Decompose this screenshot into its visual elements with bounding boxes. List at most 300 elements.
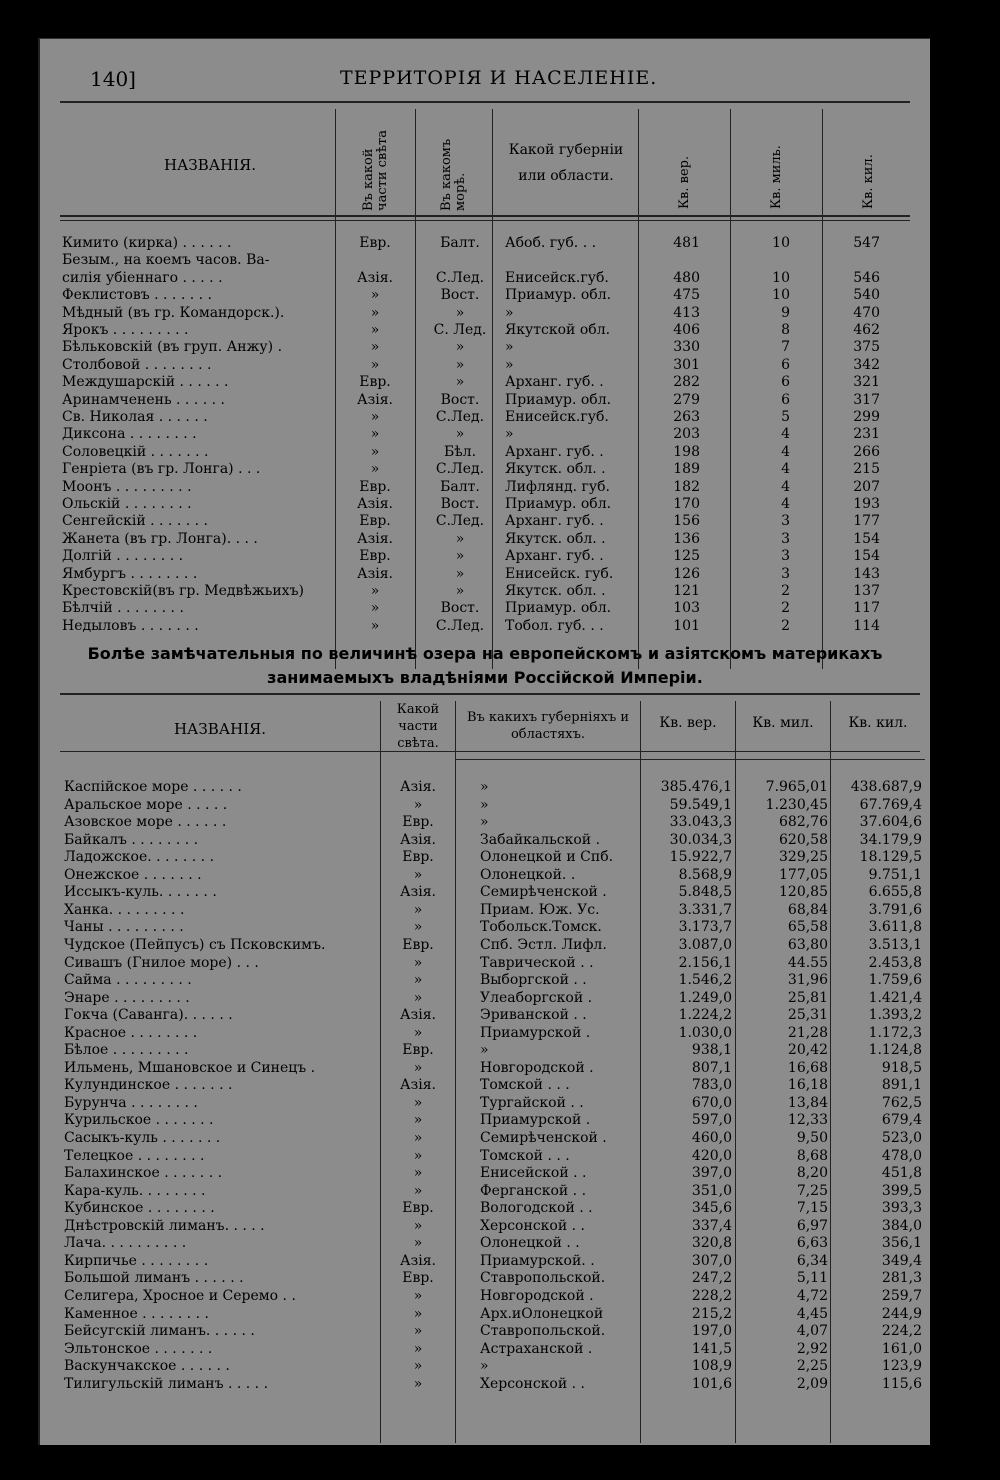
cell-sq-miles: 5,11 bbox=[796, 1270, 828, 1287]
cell-part-of-world: » bbox=[413, 1094, 423, 1111]
cell-sq-versts: 121 bbox=[673, 583, 700, 599]
cell-sq-versts: 136 bbox=[673, 530, 700, 547]
table-row bbox=[40, 1253, 930, 1271]
cell-sq-miles: 8,68 bbox=[796, 1147, 828, 1164]
cell-part-of-world: » bbox=[413, 901, 423, 918]
table-row bbox=[40, 1095, 930, 1113]
header-bottom-rule bbox=[60, 220, 910, 221]
table-row bbox=[40, 1007, 930, 1025]
cell-sq-km: 317 bbox=[853, 391, 880, 408]
cell-name: Чудское (Пейпусъ) съ Псковскимъ. bbox=[64, 936, 326, 953]
cell-sq-km: 393,3 bbox=[881, 1200, 922, 1217]
table-row bbox=[40, 235, 930, 252]
cell-part-of-world: » bbox=[413, 1182, 423, 1199]
cell-sq-km: 438.687,9 bbox=[850, 779, 922, 795]
cell-part-of-world: Евр. bbox=[402, 849, 434, 866]
cell-sq-versts: 397,0 bbox=[691, 1165, 732, 1182]
cell-province: Приамурской. . bbox=[480, 1252, 595, 1269]
cell-province: Приам. Юж. Ус. bbox=[480, 901, 600, 918]
cell-sea: » bbox=[455, 426, 465, 443]
cell-province: » bbox=[480, 796, 489, 813]
cell-name: Лача. . . . . . . . . . bbox=[64, 1235, 187, 1252]
lakes-header-part: Какой части свѣта. bbox=[396, 702, 440, 751]
table-row bbox=[40, 270, 930, 287]
cell-sq-km: 546 bbox=[853, 269, 880, 286]
cell-province: Приамурской . bbox=[480, 1112, 591, 1129]
cell-province: Енисейск. губ. bbox=[505, 565, 614, 582]
cell-sq-versts: 103 bbox=[673, 600, 700, 617]
cell-sq-versts: 141,5 bbox=[691, 1340, 732, 1357]
lakes-header-v2: Кв. мил. bbox=[752, 715, 814, 731]
table-row bbox=[40, 305, 930, 322]
cell-sq-versts: 807,1 bbox=[691, 1059, 732, 1076]
cell-sq-versts: 670,0 bbox=[691, 1094, 732, 1111]
cell-name: Ямбургъ . . . . . . . . bbox=[62, 565, 198, 582]
cell-sq-miles: 12,33 bbox=[787, 1112, 828, 1129]
cell-sq-miles: 10 bbox=[772, 235, 790, 251]
cell-part-of-world: » bbox=[413, 954, 423, 971]
cell-sq-miles: 16,18 bbox=[787, 1077, 828, 1094]
cell-sq-km: 266 bbox=[853, 443, 880, 460]
cell-sq-versts: 279 bbox=[673, 391, 700, 408]
cell-name: Ильмень, Мшановское и Синецъ . bbox=[64, 1059, 316, 1076]
cell-part-of-world: » bbox=[370, 443, 380, 460]
cell-name: Васкунчакское . . . . . . bbox=[64, 1358, 230, 1375]
cell-part-of-world: » bbox=[370, 426, 380, 443]
table-row bbox=[40, 513, 930, 530]
cell-part-of-world: Евр. bbox=[402, 1042, 434, 1059]
cell-province: » bbox=[480, 779, 489, 795]
table-row bbox=[40, 955, 930, 973]
cell-sq-miles: 7,25 bbox=[796, 1182, 828, 1199]
cell-sq-km: 679,4 bbox=[881, 1112, 922, 1129]
cell-sq-versts: 101 bbox=[673, 617, 700, 634]
cell-province: Арханг. губ. . bbox=[505, 513, 604, 530]
cell-part-of-world: Евр. bbox=[359, 513, 391, 530]
cell-sq-km: 193 bbox=[853, 496, 880, 512]
cell-province: Семирѣченской . bbox=[480, 1130, 607, 1146]
cell-name: Красное . . . . . . . . bbox=[64, 1024, 198, 1041]
table-row bbox=[40, 339, 930, 356]
cell-part-of-world: » bbox=[370, 287, 380, 304]
cell-part-of-world: Евр. bbox=[402, 936, 434, 953]
cell-part-of-world: » bbox=[413, 1147, 423, 1164]
cell-sq-versts: 198 bbox=[673, 443, 700, 460]
cell-sea: » bbox=[455, 304, 465, 321]
cell-sq-km: 470 bbox=[853, 304, 880, 321]
cell-name: Генріета (въ гр. Лонга) . . . bbox=[62, 461, 261, 478]
cell-sq-versts: 1.249,0 bbox=[678, 989, 732, 1006]
cell-name: Телецкое . . . . . . . . bbox=[64, 1147, 205, 1164]
cell-sq-km: 9.751,1 bbox=[868, 866, 922, 883]
cell-name: Бурунча . . . . . . . . bbox=[64, 1094, 198, 1111]
cell-sq-miles: 20,42 bbox=[787, 1042, 828, 1059]
cell-sq-km: 154 bbox=[853, 530, 880, 547]
cell-sq-versts: 282 bbox=[673, 374, 700, 391]
cell-sq-versts: 460,0 bbox=[691, 1130, 732, 1146]
table-row bbox=[40, 1077, 930, 1095]
cell-sq-km: 207 bbox=[853, 478, 880, 495]
cell-sq-km: 3.791,6 bbox=[868, 901, 922, 918]
table-row bbox=[40, 287, 930, 304]
cell-sq-versts: 215,2 bbox=[691, 1305, 732, 1322]
cell-sq-versts: 3.331,7 bbox=[678, 901, 732, 918]
cell-sq-km: 18.129,5 bbox=[859, 849, 922, 866]
cell-part-of-world: » bbox=[413, 972, 423, 989]
cell-sea: » bbox=[455, 565, 465, 582]
cell-sq-km: 161,0 bbox=[881, 1340, 922, 1357]
cell-part-of-world: » bbox=[370, 600, 380, 617]
cell-sq-miles: 2,25 bbox=[796, 1358, 828, 1375]
cell-province: » bbox=[480, 1358, 489, 1375]
cell-part-of-world: Азія. bbox=[400, 884, 436, 901]
cell-province: Новгородской . bbox=[480, 1287, 594, 1304]
cell-sq-km: 1.421,4 bbox=[868, 989, 922, 1006]
cell-name: Кубинское . . . . . . . . bbox=[64, 1200, 215, 1217]
cell-name: Бѣльковскій (въ груп. Анжу) . bbox=[62, 339, 283, 356]
cell-sq-versts: 1.224,2 bbox=[678, 1007, 732, 1024]
cell-sea: Вост. bbox=[440, 391, 480, 408]
cell-name: Св. Николая . . . . . . bbox=[62, 409, 208, 425]
cell-name: Кирпичье . . . . . . . . bbox=[64, 1252, 209, 1269]
cell-sq-versts: 406 bbox=[673, 322, 700, 338]
cell-part-of-world: Азія. bbox=[357, 530, 393, 547]
cell-name: Тилигульскій лиманъ . . . . . bbox=[64, 1375, 269, 1392]
table-row bbox=[40, 1341, 930, 1359]
table-row bbox=[40, 1270, 930, 1288]
cell-province: Новгородской . bbox=[480, 1059, 594, 1076]
cell-sq-versts: 30.034,3 bbox=[669, 831, 732, 848]
cell-sq-versts: 385.476,1 bbox=[660, 779, 732, 795]
cell-part-of-world: » bbox=[413, 919, 423, 936]
cell-sq-miles: 682,76 bbox=[779, 814, 828, 831]
cell-sq-km: 1.124,8 bbox=[868, 1042, 922, 1059]
cell-sq-miles: 21,28 bbox=[787, 1024, 828, 1041]
cell-sq-versts: 480 bbox=[673, 269, 700, 286]
cell-province: Енисейской . . bbox=[480, 1165, 587, 1182]
cell-part-of-world: » bbox=[413, 1217, 423, 1234]
cell-sea: С.Лед. bbox=[435, 409, 485, 425]
cell-sq-km: 215 bbox=[853, 461, 880, 478]
cell-sq-km: 1.393,2 bbox=[868, 1007, 922, 1024]
cell-sq-miles: 16,68 bbox=[787, 1059, 828, 1076]
cell-sq-versts: 3.087,0 bbox=[678, 936, 732, 953]
cell-name: Сайма . . . . . . . . . bbox=[64, 972, 192, 989]
cell-sq-miles: 6,97 bbox=[796, 1217, 828, 1234]
table-row bbox=[40, 496, 930, 513]
cell-sq-versts: 2.156,1 bbox=[678, 954, 732, 971]
table-row bbox=[40, 357, 930, 374]
cell-sq-km: 540 bbox=[853, 287, 880, 304]
cell-part-of-world: Евр. bbox=[402, 1200, 434, 1217]
table-row bbox=[40, 1112, 930, 1130]
cell-sq-versts: 182 bbox=[673, 478, 700, 495]
cell-part-of-world: » bbox=[370, 304, 380, 321]
cell-part-of-world: Азія. bbox=[400, 1077, 436, 1094]
cell-name: Эльтонское . . . . . . . bbox=[64, 1340, 213, 1357]
cell-sq-versts: 203 bbox=[673, 426, 700, 443]
cell-part-of-world: » bbox=[370, 339, 380, 356]
cell-sq-miles: 4,45 bbox=[796, 1305, 828, 1322]
cell-province: Томской . . . bbox=[480, 1077, 570, 1094]
page-number: 140] bbox=[90, 67, 136, 91]
cell-sq-km: 114 bbox=[853, 617, 880, 634]
islands-header-v3: Кв. кил. bbox=[861, 154, 876, 209]
cell-sea: Вост. bbox=[440, 600, 480, 617]
cell-province: » bbox=[505, 426, 514, 443]
cell-part-of-world: Евр. bbox=[402, 814, 434, 831]
cell-sea: » bbox=[455, 548, 465, 565]
cell-sq-km: 143 bbox=[853, 565, 880, 582]
table-row bbox=[40, 1306, 930, 1324]
cell-province: Вологодской . . bbox=[480, 1200, 593, 1217]
cell-province: Приамур. обл. bbox=[505, 287, 612, 304]
cell-part-of-world: » bbox=[413, 1323, 423, 1340]
header-bottom-rule bbox=[60, 215, 910, 217]
table-row bbox=[40, 1130, 930, 1148]
cell-sq-km: 123,9 bbox=[881, 1358, 922, 1375]
cell-name: Сенгейскій . . . . . . . bbox=[62, 513, 208, 530]
table-row bbox=[40, 1165, 930, 1183]
cell-sq-km: 342 bbox=[853, 356, 880, 373]
table-row bbox=[40, 444, 930, 461]
cell-sq-miles: 4,72 bbox=[796, 1287, 828, 1304]
cell-name: Долгій . . . . . . . . bbox=[62, 548, 184, 565]
cell-name: Моонъ . . . . . . . . . bbox=[62, 478, 192, 495]
cell-sq-km: 115,6 bbox=[881, 1375, 922, 1392]
cell-province: Абоб. губ. . . bbox=[505, 235, 597, 251]
cell-sq-versts: 101,6 bbox=[691, 1375, 732, 1392]
cell-sq-km: 523,0 bbox=[881, 1130, 922, 1146]
cell-province: Эриванской . . bbox=[480, 1007, 587, 1024]
table-row bbox=[40, 884, 930, 902]
lakes-header-gub: Въ какихъ губерніяхъ и областяхъ. bbox=[466, 710, 630, 742]
cell-part-of-world: » bbox=[413, 796, 423, 813]
cell-sq-miles: 25,81 bbox=[787, 989, 828, 1006]
cell-sq-miles: 6 bbox=[781, 391, 790, 408]
cell-province: Забайкальской . bbox=[480, 831, 601, 848]
cell-sq-miles: 44.55 bbox=[787, 954, 828, 971]
cell-name: Ярокъ . . . . . . . . . bbox=[62, 322, 189, 338]
cell-sq-miles: 4 bbox=[781, 496, 790, 512]
islands-header-gub: Какой губерніи или области. bbox=[508, 142, 624, 184]
cell-name: Бейсугскій лиманъ. . . . . . bbox=[64, 1323, 255, 1340]
cell-name: Каспійское море . . . . . . bbox=[64, 779, 242, 795]
cell-sq-versts: 126 bbox=[673, 565, 700, 582]
cell-sq-km: 547 bbox=[853, 235, 880, 251]
cell-sea: Бѣл. bbox=[443, 443, 477, 460]
table-row bbox=[40, 867, 930, 885]
cell-sq-miles: 120,85 bbox=[779, 884, 828, 901]
cell-name: Аральское море . . . . . bbox=[64, 796, 228, 813]
cell-province: Тобольск.Томск. bbox=[480, 919, 602, 936]
cell-part-of-world: Азія. bbox=[400, 831, 436, 848]
cell-sq-versts: 307,0 bbox=[691, 1252, 732, 1269]
cell-sq-versts: 301 bbox=[673, 356, 700, 373]
table-row bbox=[40, 919, 930, 937]
cell-sea: С. Лед. bbox=[433, 322, 487, 338]
islands-header-sea: Въ какомъ морѣ. bbox=[439, 138, 468, 211]
cell-province: Олонецкой . . bbox=[480, 1235, 580, 1252]
header-bottom-rule bbox=[60, 751, 920, 752]
cell-part-of-world: » bbox=[413, 989, 423, 1006]
cell-part-of-world: Азія. bbox=[400, 779, 436, 795]
cell-sq-miles: 2 bbox=[781, 583, 790, 599]
cell-sq-versts: 125 bbox=[673, 548, 700, 565]
cell-sq-versts: 413 bbox=[673, 304, 700, 321]
cell-sq-km: 231 bbox=[853, 426, 880, 443]
cell-province: Олонецкой. . bbox=[480, 866, 576, 883]
table-row bbox=[40, 1060, 930, 1078]
cell-name: Безым., на коемъ часов. Ва- bbox=[62, 252, 270, 269]
cell-sq-miles: 177,05 bbox=[779, 866, 828, 883]
table-row bbox=[40, 779, 930, 797]
cell-sq-miles: 6,63 bbox=[796, 1235, 828, 1252]
cell-sq-versts: 15.922,7 bbox=[669, 849, 732, 866]
cell-sq-miles: 8 bbox=[781, 322, 790, 338]
cell-part-of-world: Евр. bbox=[359, 478, 391, 495]
cell-name: Бѣлое . . . . . . . . . bbox=[64, 1042, 189, 1059]
cell-sq-km: 462 bbox=[853, 322, 880, 338]
cell-province: Енисейск.губ. bbox=[505, 409, 609, 425]
cell-sq-versts: 481 bbox=[673, 235, 700, 251]
cell-name: Большой лиманъ . . . . . . bbox=[64, 1270, 244, 1287]
table-row bbox=[40, 1183, 930, 1201]
cell-sq-versts: 8.568,9 bbox=[678, 866, 732, 883]
table-row bbox=[40, 426, 930, 443]
cell-sea: » bbox=[455, 339, 465, 356]
cell-sq-versts: 337,4 bbox=[691, 1217, 732, 1234]
cell-sq-versts: 1.030,0 bbox=[678, 1024, 732, 1041]
table-row bbox=[40, 548, 930, 565]
section-rule bbox=[60, 693, 920, 695]
cell-name: Феклистовъ . . . . . . . bbox=[62, 287, 212, 304]
cell-sq-versts: 5.848,5 bbox=[678, 884, 732, 901]
table-row bbox=[40, 461, 930, 478]
cell-province: » bbox=[505, 339, 514, 356]
cell-name: Столбовой . . . . . . . . bbox=[62, 356, 212, 373]
cell-sea: Балт. bbox=[440, 235, 480, 251]
cell-sq-km: 891,1 bbox=[881, 1077, 922, 1094]
cell-name: Селигера, Хросное и Серемо . . bbox=[64, 1287, 296, 1304]
book-page bbox=[38, 38, 930, 1445]
cell-sq-miles: 4,07 bbox=[796, 1323, 828, 1340]
cell-sq-miles: 2 bbox=[781, 617, 790, 634]
cell-province: Олонецкой и Спб. bbox=[480, 849, 614, 866]
cell-sq-miles: 6 bbox=[781, 356, 790, 373]
cell-sq-versts: 1.546,2 bbox=[678, 972, 732, 989]
cell-sea: С.Лед. bbox=[435, 461, 485, 478]
cell-name: силія убіеннаго . . . . . bbox=[62, 269, 223, 286]
cell-name: Энаре . . . . . . . . . bbox=[64, 989, 190, 1006]
cell-sq-miles: 10 bbox=[772, 287, 790, 304]
cell-part-of-world: Евр. bbox=[359, 235, 391, 251]
lakes-header-v1: Кв. вер. bbox=[659, 715, 717, 731]
cell-name: Сивашъ (Гнилое море) . . . bbox=[64, 954, 259, 971]
table-row bbox=[40, 618, 930, 635]
cell-sq-miles: 4 bbox=[781, 461, 790, 478]
cell-part-of-world: » bbox=[413, 1375, 423, 1392]
table-row bbox=[40, 392, 930, 409]
islands-header-part: Въ какой части свѣта bbox=[361, 130, 390, 211]
cell-name: Соловецкій . . . . . . . bbox=[62, 443, 209, 460]
cell-sq-miles: 31,96 bbox=[787, 972, 828, 989]
cell-name: Балахинское . . . . . . . bbox=[64, 1165, 223, 1182]
table-row bbox=[40, 1148, 930, 1166]
cell-name: Каменное . . . . . . . . bbox=[64, 1305, 209, 1322]
cell-sq-miles: 2 bbox=[781, 600, 790, 617]
islands-header-v2: Кв. миль. bbox=[769, 145, 784, 209]
table-row bbox=[40, 832, 930, 850]
cell-province: Херсонской . . bbox=[480, 1375, 585, 1392]
cell-part-of-world: » bbox=[413, 1059, 423, 1076]
cell-sq-miles: 8,20 bbox=[796, 1165, 828, 1182]
cell-sq-miles: 7 bbox=[781, 339, 790, 356]
table-row bbox=[40, 1376, 930, 1394]
cell-sq-miles: 25,31 bbox=[787, 1007, 828, 1024]
cell-sq-km: 2.453,8 bbox=[868, 954, 922, 971]
cell-sq-miles: 10 bbox=[772, 269, 790, 286]
cell-sq-km: 6.655,8 bbox=[868, 884, 922, 901]
cell-province: Ферганской . . bbox=[480, 1182, 587, 1199]
cell-name: Курильское . . . . . . . bbox=[64, 1112, 214, 1129]
cell-sq-km: 3.513,1 bbox=[868, 936, 922, 953]
cell-sq-versts: 345,6 bbox=[691, 1200, 732, 1217]
cell-sq-versts: 783,0 bbox=[691, 1077, 732, 1094]
table-row bbox=[40, 583, 930, 600]
cell-sq-miles: 63,80 bbox=[787, 936, 828, 953]
cell-sq-miles: 65,58 bbox=[787, 919, 828, 936]
cell-province: Выборгской . . bbox=[480, 972, 587, 989]
cell-province: Астраханской . bbox=[480, 1340, 593, 1357]
cell-province: Арханг. губ. . bbox=[505, 374, 604, 391]
cell-sq-km: 177 bbox=[853, 513, 880, 530]
cell-sq-miles: 5 bbox=[781, 409, 790, 425]
cell-part-of-world: Азія. bbox=[357, 391, 393, 408]
cell-sq-versts: 197,0 bbox=[691, 1323, 732, 1340]
table-row bbox=[40, 1358, 930, 1376]
cell-sq-versts: 475 bbox=[673, 287, 700, 304]
table-row bbox=[40, 409, 930, 426]
cell-part-of-world: » bbox=[413, 1358, 423, 1375]
table-row bbox=[40, 1025, 930, 1043]
cell-name: Гокча (Саванга). . . . . . bbox=[64, 1007, 233, 1024]
cell-name: Байкалъ . . . . . . . . bbox=[64, 831, 199, 848]
cell-sq-versts: 330 bbox=[673, 339, 700, 356]
cell-province: Якутской обл. bbox=[505, 322, 611, 338]
table-row bbox=[40, 479, 930, 496]
cell-sq-versts: 420,0 bbox=[691, 1147, 732, 1164]
cell-sq-miles: 6 bbox=[781, 374, 790, 391]
cell-sq-versts: 228,2 bbox=[691, 1287, 732, 1304]
cell-part-of-world: Азія. bbox=[357, 496, 393, 512]
cell-sq-km: 281,3 bbox=[881, 1270, 922, 1287]
cell-part-of-world: Азія. bbox=[400, 1007, 436, 1024]
cell-sq-versts: 108,9 bbox=[691, 1358, 732, 1375]
header-bottom-rule bbox=[455, 759, 925, 760]
cell-name: Бѣлчій . . . . . . . . bbox=[62, 600, 184, 617]
cell-part-of-world: » bbox=[413, 866, 423, 883]
cell-province: » bbox=[480, 814, 489, 831]
cell-part-of-world: » bbox=[370, 461, 380, 478]
cell-sq-km: 137 bbox=[853, 583, 880, 599]
cell-province: Якутск. обл. . bbox=[505, 461, 606, 478]
cell-province: Приамур. обл. bbox=[505, 600, 612, 617]
lakes-header-v3: Кв. кил. bbox=[848, 715, 908, 731]
cell-sea: Вост. bbox=[440, 287, 480, 304]
table-row bbox=[40, 1323, 930, 1341]
cell-sq-km: 37.604,6 bbox=[859, 814, 922, 831]
